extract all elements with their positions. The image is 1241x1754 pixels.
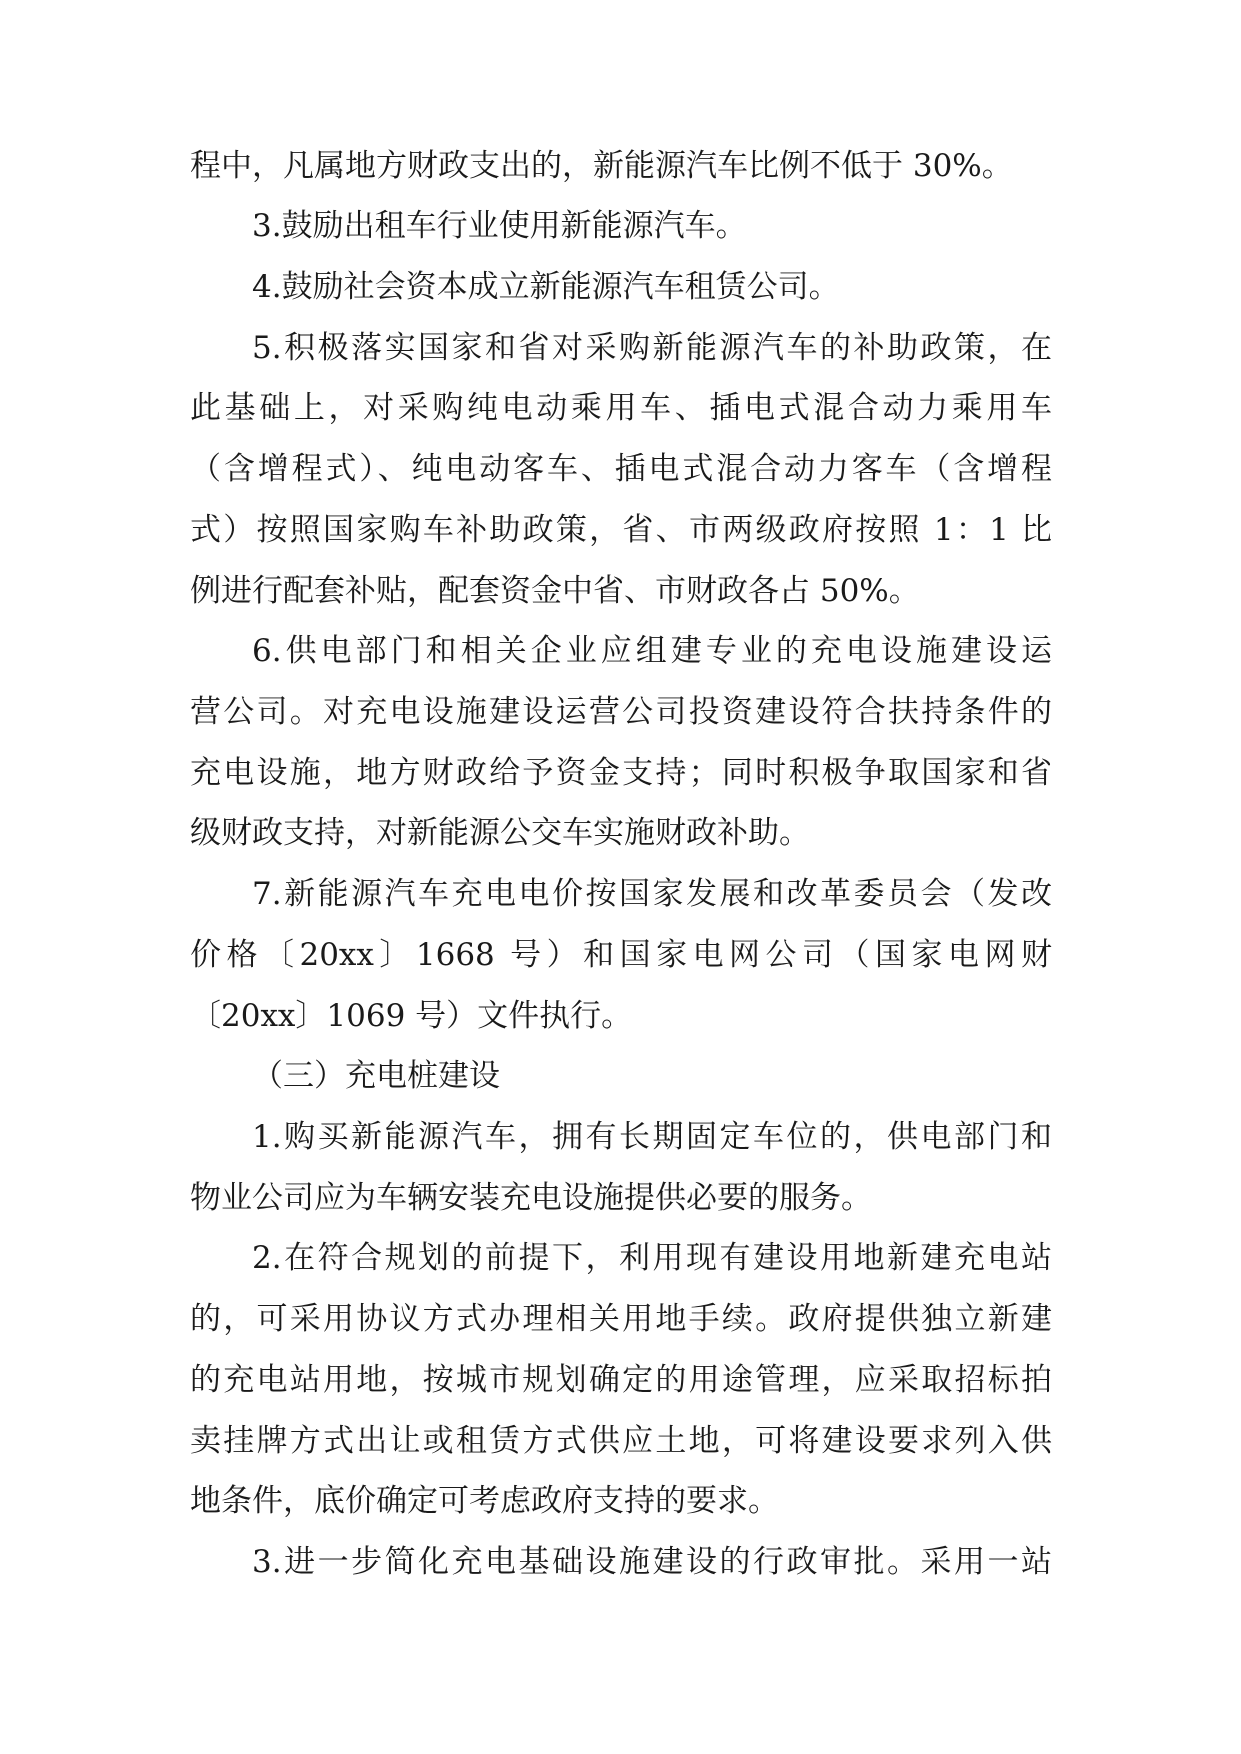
paragraph-line: 卖挂牌方式出让或租赁方式供应土地，可将建设要求列入供 [190, 1423, 1052, 1459]
paragraph-line: 式）按照国家购车补助政策，省、市两级政府按照 1：1 比 [190, 512, 1052, 548]
paragraph-line: 〔20xx〕1069 号）文件执行。 [190, 998, 633, 1034]
paragraph-line: 例进行配套补贴，配套资金中省、市财政各占 50%。 [190, 573, 920, 609]
paragraph-line: 此基础上，对采购纯电动乘用车、插电式混合动力乘用车 [190, 390, 1052, 426]
paragraph-line: 的充电站用地，按城市规划确定的用途管理，应采取招标拍 [190, 1362, 1052, 1398]
paragraph-line: （含增程式）、纯电动客车、插电式混合动力客车（含增程 [190, 451, 1052, 487]
paragraph-line: 充电设施，地方财政给予资金支持；同时积极争取国家和省 [190, 755, 1052, 791]
section-heading: （三）充电桩建设 [252, 1058, 500, 1094]
paragraph-line: 物业公司应为车辆安装充电设施提供必要的服务。 [190, 1180, 872, 1216]
paragraph-line: 5.积极落实国家和省对采购新能源汽车的补助政策，在 [252, 330, 1052, 366]
paragraph-line: 级财政支持，对新能源公交车实施财政补助。 [190, 815, 810, 851]
paragraph-line: 3.进一步简化充电基础设施建设的行政审批。采用一站 [252, 1544, 1052, 1580]
paragraph-line: 地条件，底价确定可考虑政府支持的要求。 [190, 1483, 779, 1519]
paragraph-line: 2.在符合规划的前提下，利用现有建设用地新建充电站 [252, 1240, 1052, 1276]
paragraph-line: 3.鼓励出租车行业使用新能源汽车。 [252, 208, 747, 244]
paragraph-line: 价格〔20xx〕1668 号）和国家电网公司（国家电网财 [190, 937, 1052, 973]
paragraph-line: 4.鼓励社会资本成立新能源汽车租赁公司。 [252, 269, 840, 305]
paragraph-line: 6.供电部门和相关企业应组建专业的充电设施建设运 [252, 633, 1052, 669]
paragraph-line: 1.购买新能源汽车，拥有长期固定车位的，供电部门和 [252, 1119, 1052, 1155]
paragraph-line: 营公司。对充电设施建设运营公司投资建设符合扶持条件的 [190, 694, 1052, 730]
paragraph-line: 的，可采用协议方式办理相关用地手续。政府提供独立新建 [190, 1301, 1052, 1337]
paragraph-line: 7.新能源汽车充电电价按国家发展和改革委员会（发改 [252, 876, 1052, 912]
paragraph-line: 程中，凡属地方财政支出的，新能源汽车比例不低于 30%。 [190, 148, 1013, 184]
